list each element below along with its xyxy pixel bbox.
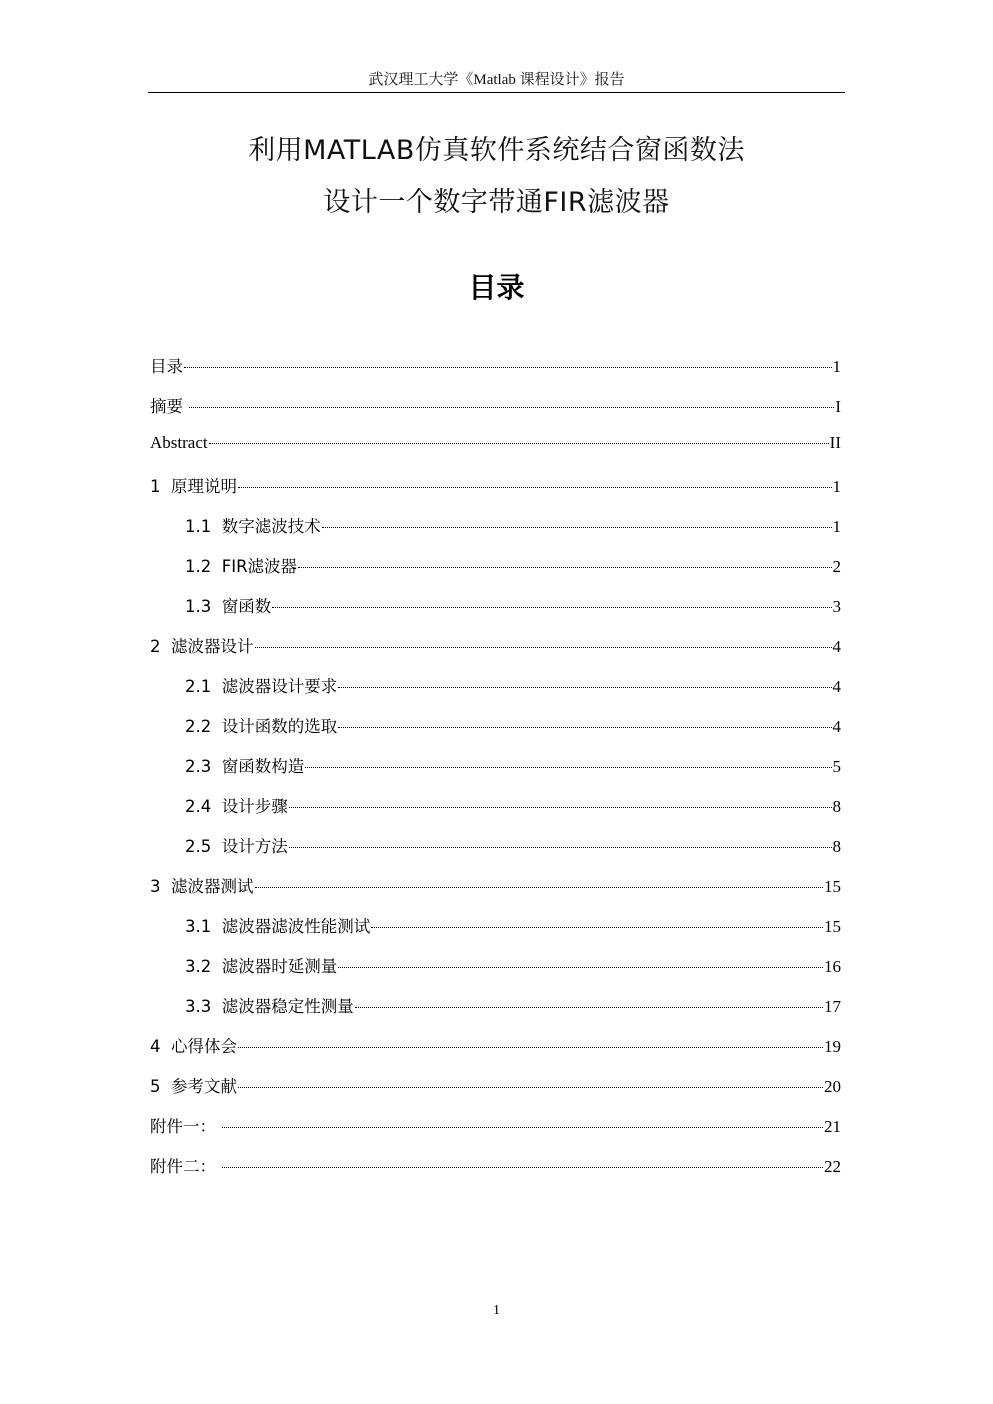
dot-leader bbox=[298, 567, 831, 568]
toc-entry[interactable] bbox=[150, 513, 841, 553]
toc-entry[interactable] bbox=[150, 1073, 841, 1113]
toc-entry-label: 1.3 窗函数 bbox=[185, 597, 272, 616]
toc-entry-page: 1 bbox=[832, 357, 841, 376]
toc-entry[interactable] bbox=[150, 553, 841, 593]
toc-heading: 目录 bbox=[468, 271, 525, 304]
toc-entry-label: 2.3 窗函数构造 bbox=[185, 757, 305, 776]
dot-leader bbox=[338, 967, 823, 968]
toc-entry[interactable] bbox=[150, 1153, 841, 1193]
toc-entry[interactable] bbox=[150, 1113, 841, 1153]
header-divider bbox=[148, 92, 845, 93]
toc-entry-page: 1 bbox=[832, 477, 841, 496]
toc-entry-page: II bbox=[829, 433, 841, 452]
toc-entry-page: 3 bbox=[832, 597, 841, 616]
toc-entry[interactable] bbox=[150, 913, 841, 953]
dot-leader bbox=[305, 767, 831, 768]
toc-entry[interactable] bbox=[150, 873, 841, 913]
dot-leader bbox=[222, 1127, 823, 1128]
dot-leader bbox=[338, 687, 831, 688]
toc-entry-page: 15 bbox=[824, 877, 841, 896]
dot-leader bbox=[209, 443, 829, 444]
toc-entry[interactable] bbox=[150, 353, 841, 393]
toc-entry-label: 3.3 滤波器稳定性测量 bbox=[185, 997, 354, 1016]
toc-entry-page: 20 bbox=[824, 1077, 841, 1096]
dot-leader bbox=[238, 1047, 823, 1048]
toc-entry[interactable] bbox=[150, 473, 841, 513]
toc-entry[interactable] bbox=[150, 633, 841, 673]
toc-entry-label: 附件一： bbox=[150, 1117, 222, 1136]
toc-entry-label: 1 原理说明 bbox=[150, 477, 237, 496]
toc-entry-page: 4 bbox=[832, 677, 841, 696]
toc-entry[interactable] bbox=[150, 753, 841, 793]
dot-leader bbox=[255, 647, 832, 648]
document-title-line-2: 设计一个数字带通FIR滤波器 bbox=[323, 187, 670, 218]
toc-entry[interactable] bbox=[150, 793, 841, 833]
toc-entry-page: 1 bbox=[832, 517, 841, 536]
toc-entry-label: 2.1 滤波器设计要求 bbox=[185, 677, 338, 696]
toc-entry-label: 1.2 FIR滤波器 bbox=[185, 557, 298, 576]
document-title-line-1: 利用MATLAB仿真软件系统结合窗函数法 bbox=[248, 135, 745, 166]
page-number: 1 bbox=[493, 1303, 500, 1318]
toc-entry-label: 附件二： bbox=[150, 1157, 222, 1176]
toc-entry-label: 3.2 滤波器时延测量 bbox=[185, 957, 338, 976]
toc-entry-label: 3 滤波器测试 bbox=[150, 877, 254, 896]
toc-entry-page: 19 bbox=[824, 1037, 841, 1056]
toc-entry-label: 2.4 设计步骤 bbox=[185, 797, 288, 816]
toc-entry-page: 21 bbox=[824, 1117, 841, 1136]
toc-entry-page: 4 bbox=[832, 717, 841, 736]
toc-entry[interactable] bbox=[150, 393, 841, 433]
dot-leader bbox=[355, 1007, 823, 1008]
dot-leader bbox=[222, 1167, 823, 1168]
toc-entry[interactable] bbox=[150, 833, 841, 873]
toc-entry-page: 8 bbox=[832, 837, 841, 856]
toc-entry-label: 1.1 数字滤波技术 bbox=[185, 517, 321, 536]
toc-entry[interactable] bbox=[150, 713, 841, 753]
dot-leader bbox=[184, 367, 832, 368]
dot-leader bbox=[338, 727, 831, 728]
dot-leader bbox=[255, 887, 824, 888]
toc-entry[interactable] bbox=[150, 593, 841, 633]
toc-entry[interactable] bbox=[150, 433, 841, 473]
toc-entry-page: 5 bbox=[832, 757, 841, 776]
table-of-contents bbox=[150, 353, 841, 1193]
toc-entry[interactable] bbox=[150, 953, 841, 993]
dot-leader bbox=[238, 487, 832, 488]
toc-entry-label: 3.1 滤波器滤波性能测试 bbox=[185, 917, 371, 936]
toc-entry-label: Abstract bbox=[150, 433, 208, 452]
toc-entry-page: 16 bbox=[824, 957, 841, 976]
toc-entry-label: 摘要 bbox=[150, 397, 189, 416]
toc-entry[interactable] bbox=[150, 993, 841, 1033]
toc-entry-label: 5 参考文献 bbox=[150, 1077, 237, 1096]
toc-entry-label: 2.2 设计函数的选取 bbox=[185, 717, 338, 736]
dot-leader bbox=[289, 847, 832, 848]
toc-entry-label: 目录 bbox=[150, 357, 183, 376]
toc-entry-label: 4 心得体会 bbox=[150, 1037, 237, 1056]
toc-entry[interactable] bbox=[150, 1033, 841, 1073]
toc-entry-page: 2 bbox=[832, 557, 841, 576]
dot-leader bbox=[322, 527, 832, 528]
toc-entry-page: 17 bbox=[824, 997, 841, 1016]
dot-leader bbox=[189, 407, 834, 408]
running-title: 武汉理工大学《Matlab 课程设计》报告 bbox=[368, 72, 625, 88]
toc-entry-page: 22 bbox=[824, 1157, 841, 1176]
toc-entry-page: 4 bbox=[832, 637, 841, 656]
dot-leader bbox=[371, 927, 823, 928]
toc-entry[interactable] bbox=[150, 673, 841, 713]
dot-leader bbox=[238, 1087, 823, 1088]
toc-entry-label: 2.5 设计方法 bbox=[185, 837, 288, 856]
dot-leader bbox=[289, 807, 832, 808]
dot-leader bbox=[272, 607, 831, 608]
toc-entry-page: 15 bbox=[824, 917, 841, 936]
toc-entry-page: 8 bbox=[832, 797, 841, 816]
toc-entry-page: I bbox=[835, 397, 841, 416]
toc-entry-label: 2 滤波器设计 bbox=[150, 637, 254, 656]
